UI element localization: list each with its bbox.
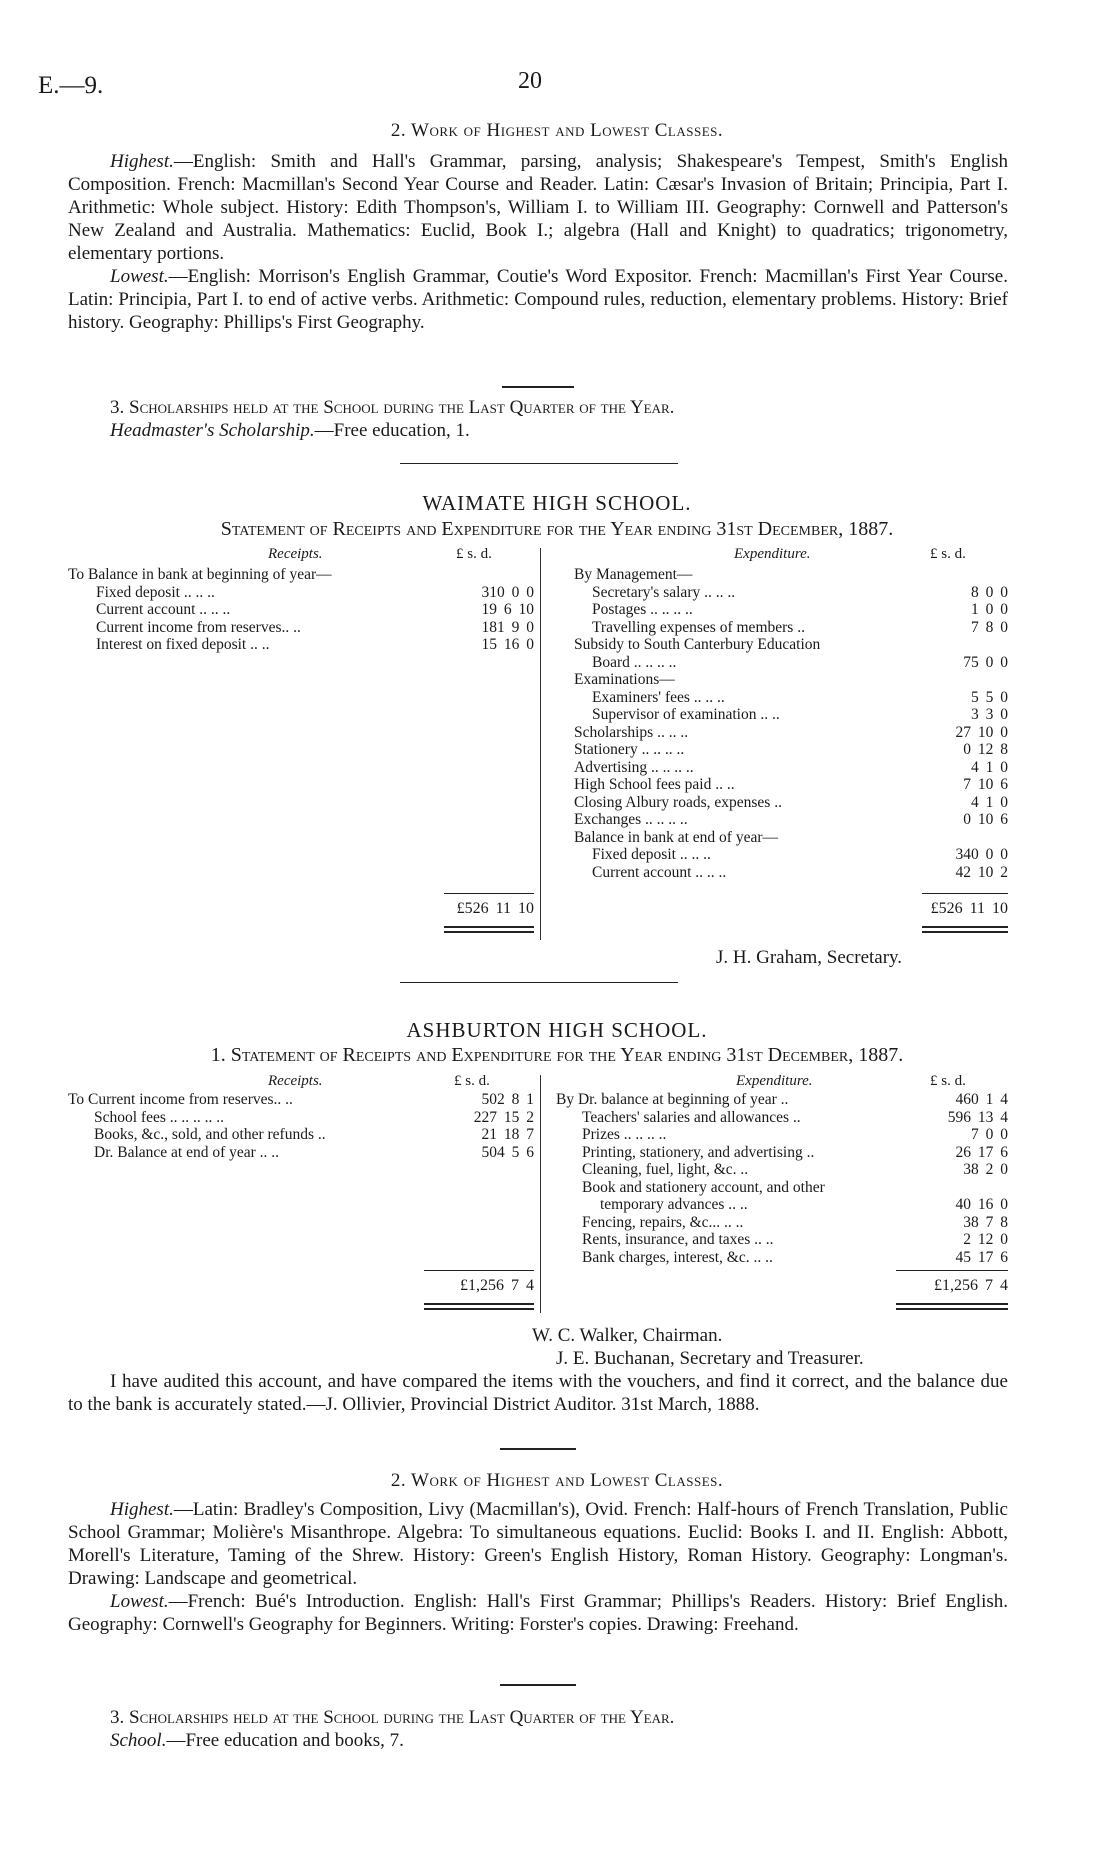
highest-text: —Latin: Bradley's Composition, Livy (Macmillan's), Ovid. French: Half-hours of French Translation, Public School Grammar; Molière's Misanthrope. Algebra: To simultaneous equations. Euclid: Books I. and II. English: Abbott, Morell's Literature, Taming of the Shrew. History: Green's English History, Roman History. Geography: Longman's. Drawing: Landscape and geometrical. [68,1499,1008,1589]
row-amount: 340 0 0 [955,846,1008,863]
row-amount: 1 0 0 [971,601,1008,618]
row-label: Current income from reserves.. .. [96,618,301,636]
total-amount: £1,256 7 4 [934,1277,1008,1294]
divider [400,982,678,983]
row-amount: 7 8 0 [971,618,1008,636]
table-row [68,566,534,584]
scholarships-paragraph [68,1729,1008,1752]
lowest-paragraph [68,1590,1008,1636]
row-label: Advertising .. .. .. .. [574,758,694,776]
ashburton-school-heading: ASHBURTON HIGH SCHOOL. [406,1018,708,1042]
table-row [556,1144,1008,1162]
scholarships-paragraph [68,419,1008,442]
table-row [574,671,1008,689]
row-label: Board .. .. .. .. [592,653,677,671]
ashburton-expenditure-head: Expenditure. [736,1073,813,1089]
row-label: Balance in bank at end of year— [574,828,778,846]
table-row [574,601,1008,619]
sum-rule [922,893,1008,894]
audit-text: I have audited this account, and have compared the items with the vouchers, and find it correct, and the balance due to the bank is accurately stated.—J. Ollivier, Provincial District Auditor. 31st March, 1888. [68,1371,1008,1415]
table-row [574,689,1008,707]
section-title-work-classes-ashburton: 2. Work of Highest and Lowest Classes. [390,1470,724,1491]
row-label: Closing Albury roads, expenses .. [574,793,782,811]
row-amount: 19 6 10 [481,601,534,618]
waimate-school-heading: WAIMATE HIGH SCHOOL. [422,491,692,515]
total-amount: £526 11 10 [930,900,1008,917]
table-row [556,1214,1008,1232]
table-row [574,794,1008,812]
ashburton-receipts-total [414,1277,534,1295]
sum-rule [424,1270,534,1271]
row-label: Postages .. .. .. .. [592,601,693,618]
row-amount: 45 17 6 [955,1248,1008,1266]
row-label: Current account .. .. .. [96,601,231,618]
table-row [556,1231,1008,1249]
row-label: By Management— [574,566,693,583]
ashburton-scholarships-section [68,1706,1008,1752]
row-amount: 0 12 8 [963,741,1008,758]
row-label: To Current income from reserves.. .. [68,1091,293,1108]
row-label: temporary advances .. .. [600,1196,748,1213]
row-amount: 502 8 1 [481,1091,534,1108]
row-label: Books, &c., sold, and other refunds .. [94,1126,326,1143]
row-label: Rents, insurance, and taxes .. .. [582,1231,774,1248]
row-amount: 310 0 0 [481,583,534,601]
table-row [68,1144,534,1162]
row-label: High School fees paid .. .. [574,776,735,793]
divider [502,386,574,388]
row-label: Subsidy to South Canterbury Education [574,636,821,653]
ashburton-receipts-currency-head: £ s. d. [454,1073,490,1089]
waimate-expenditure-total [900,900,1008,918]
waimate-expenditure-head: Expenditure. [734,546,811,562]
sum-rule [444,893,534,894]
row-amount: 460 1 4 [955,1091,1008,1108]
waimate-receipts-total [434,900,534,918]
row-amount: 227 15 2 [473,1108,534,1126]
double-rule [896,1303,1008,1305]
row-amount: 38 7 8 [963,1213,1008,1231]
row-label: Stationery .. .. .. .. [574,741,685,758]
table-row [68,636,534,654]
row-label: Cleaning, fuel, light, &c. .. [582,1161,749,1178]
waimate-signature: J. H. Graham, Secretary. [716,947,903,968]
row-amount: 504 5 6 [481,1143,534,1161]
table-row [556,1179,1008,1197]
divider [400,463,678,464]
section-title-work-classes: 2. Work of Highest and Lowest Classes. [390,120,724,141]
row-amount: 27 10 0 [955,723,1008,741]
divider [500,1448,576,1450]
row-label: Exchanges .. .. .. .. [574,811,688,828]
row-label: School fees .. .. .. .. .. [94,1108,225,1126]
row-label: Current account .. .. .. [592,863,727,881]
row-label: Bank charges, interest, &c. .. .. [582,1248,773,1266]
waimate-expenditure-currency-head: £ s. d. [930,546,966,562]
sum-rule [896,1270,1008,1271]
total-amount: £526 11 10 [456,900,534,917]
table-row [574,566,1008,584]
table-row [574,864,1008,882]
table-row [68,1091,534,1109]
total-amount: £1,256 7 4 [460,1277,534,1294]
row-amount: 2 12 0 [963,1231,1008,1248]
table-row [556,1126,1008,1144]
row-amount: 40 16 0 [955,1196,1008,1213]
highest-paragraph [68,1498,1008,1590]
ashburton-classes-paragraphs [68,1498,1008,1636]
scholarship-text: —Free education and books, 7. [166,1730,404,1751]
double-rule [922,926,1008,928]
column-divider [540,548,541,940]
table-row [574,741,1008,759]
report-code: E.—9. [38,72,104,99]
row-amount: 8 0 0 [971,583,1008,601]
table-row [574,829,1008,847]
table-row [556,1249,1008,1267]
row-label: Fixed deposit .. .. .. [592,846,711,863]
highest-paragraph [68,150,1008,265]
lowest-label: Lowest. [110,1591,169,1612]
chairman-signature: W. C. Walker, Chairman. [532,1325,723,1346]
row-label: Examiners' fees .. .. .. [592,688,725,706]
highest-text: —English: Smith and Hall's Grammar, parsing, analysis; Shakespeare's Tempest, Smith's English Composition. French: Macmillan's Second Year Course and Reader. Latin: Cæsar's Invasion of Britain; Principia, Part I. Arithmetic: Whole subject. History: Edith Thompson's, William I. to William III. Geography: Cornwell and Patterson's New Zealand and Australia. Mathematics: Euclid, Book I.; algebra (Hall and Knight) to quadratics; trigonometry, elementary portions. [68,151,1008,264]
lowest-paragraph [68,265,1008,334]
table-row [574,636,1008,654]
lowest-label: Lowest. [110,266,169,287]
table-row [68,584,534,602]
table-row [556,1109,1008,1127]
ashburton-expenditure-total [880,1277,1008,1295]
row-amount: 4 1 0 [971,793,1008,811]
row-amount: 7 10 6 [963,776,1008,793]
row-amount: 181 9 0 [481,618,534,636]
double-rule [424,1308,534,1310]
row-amount: 0 10 6 [963,811,1008,828]
table-row [68,1109,534,1127]
divider [500,1684,576,1686]
double-rule [444,926,534,928]
row-label: Secretary's salary .. .. .. [592,583,736,601]
double-rule [922,931,1008,933]
highest-label: Highest. [110,1499,174,1520]
table-row [574,619,1008,637]
table-row [68,1126,534,1144]
row-amount: 38 2 0 [963,1161,1008,1178]
lowest-text: —French: Bué's Introduction. English: Hall's First Grammar; Phillips's Readers. History: Brief English. Geography: Cornwell's Geography for Beginners. Writing: Forster's copies. Drawing: Freehand. [68,1591,1008,1635]
waimate-expenditure-table [574,566,1008,881]
row-amount: 3 3 0 [971,706,1008,723]
table-row [574,759,1008,777]
ashburton-expenditure-table [556,1091,1008,1266]
row-label: Book and stationery account, and other [582,1178,825,1196]
page-number: 20 [518,68,542,94]
highest-lowest-paragraphs [68,150,1008,334]
row-label: Scholarships .. .. .. [574,723,689,741]
lowest-text: —English: Morrison's English Grammar, Coutie's Word Expositor. French: Macmillan's First Year Course. Latin: Principia, Part I. to end of active verbs. Arithmetic: Compound rules, reduction, elementary problems. History: Brief history. Geography: Phillips's First Geography. [68,266,1008,333]
audit-statement [68,1370,1008,1416]
secretary-signature: J. E. Buchanan, Secretary and Treasurer. [556,1348,864,1369]
ashburton-statement-heading: 1. Statement of Receipts and Expenditure for the Year ending 31st December, 1887. [210,1044,904,1066]
row-label: Prizes .. .. .. .. [582,1126,667,1143]
row-amount: 4 1 0 [971,758,1008,776]
row-label: Fixed deposit .. .. .. [96,583,215,601]
table-row [556,1196,1008,1214]
row-label: Fencing, repairs, &c... .. .. [582,1213,744,1231]
table-row [574,776,1008,794]
table-row [574,724,1008,742]
table-row [574,654,1008,672]
scholarships-title: 3. Scholarships held at the School during the Last Quarter of the Year. [110,397,675,418]
waimate-receipts-head: Receipts. [268,546,323,562]
row-amount: 42 10 2 [955,863,1008,881]
table-row [574,584,1008,602]
row-label: Dr. Balance at end of year .. .. [94,1143,280,1161]
row-label: To Balance in bank at beginning of year— [68,566,332,583]
row-label: By Dr. balance at beginning of year .. [556,1091,789,1108]
ashburton-receipts-head: Receipts. [268,1073,323,1089]
highest-label: Highest. [110,151,174,172]
row-amount: 7 0 0 [971,1126,1008,1143]
row-amount: 15 16 0 [481,636,534,653]
row-label: Examinations— [574,671,675,688]
scholarship-label: School. [110,1730,167,1751]
row-label: Teachers' salaries and allowances .. [582,1108,801,1126]
double-rule [424,1303,534,1305]
scholarship-label: Headmaster's Scholarship. [110,420,315,441]
double-rule [444,931,534,933]
table-row [574,846,1008,864]
column-divider [540,1075,541,1313]
table-row [68,619,534,637]
row-amount: 596 13 4 [947,1108,1008,1126]
row-amount: 26 17 6 [955,1143,1008,1161]
row-amount: 5 5 0 [971,688,1008,706]
waimate-statement-heading: Statement of Receipts and Expenditure for the Year ending 31st December, 1887. [220,518,894,540]
scholarships-section [68,396,1008,442]
table-row [68,601,534,619]
row-label: Interest on fixed deposit .. .. [96,636,270,653]
row-amount: 75 0 0 [963,653,1008,671]
table-row [556,1091,1008,1109]
double-rule [896,1308,1008,1310]
row-label: Supervisor of examination .. .. [592,706,780,723]
row-label: Travelling expenses of members .. [592,618,805,636]
ashburton-expenditure-currency-head: £ s. d. [930,1073,966,1089]
row-label: Printing, stationery, and advertising .. [582,1143,815,1161]
row-amount: 21 18 7 [481,1126,534,1143]
scholarships-title: 3. Scholarships held at the School during the Last Quarter of the Year. [110,1707,675,1728]
ashburton-receipts-table [68,1091,534,1161]
scholarship-text: —Free education, 1. [314,420,470,441]
table-row [574,706,1008,724]
waimate-receipts-table [68,566,534,654]
table-row [556,1161,1008,1179]
table-row [574,811,1008,829]
waimate-receipts-currency-head: £ s. d. [456,546,492,562]
